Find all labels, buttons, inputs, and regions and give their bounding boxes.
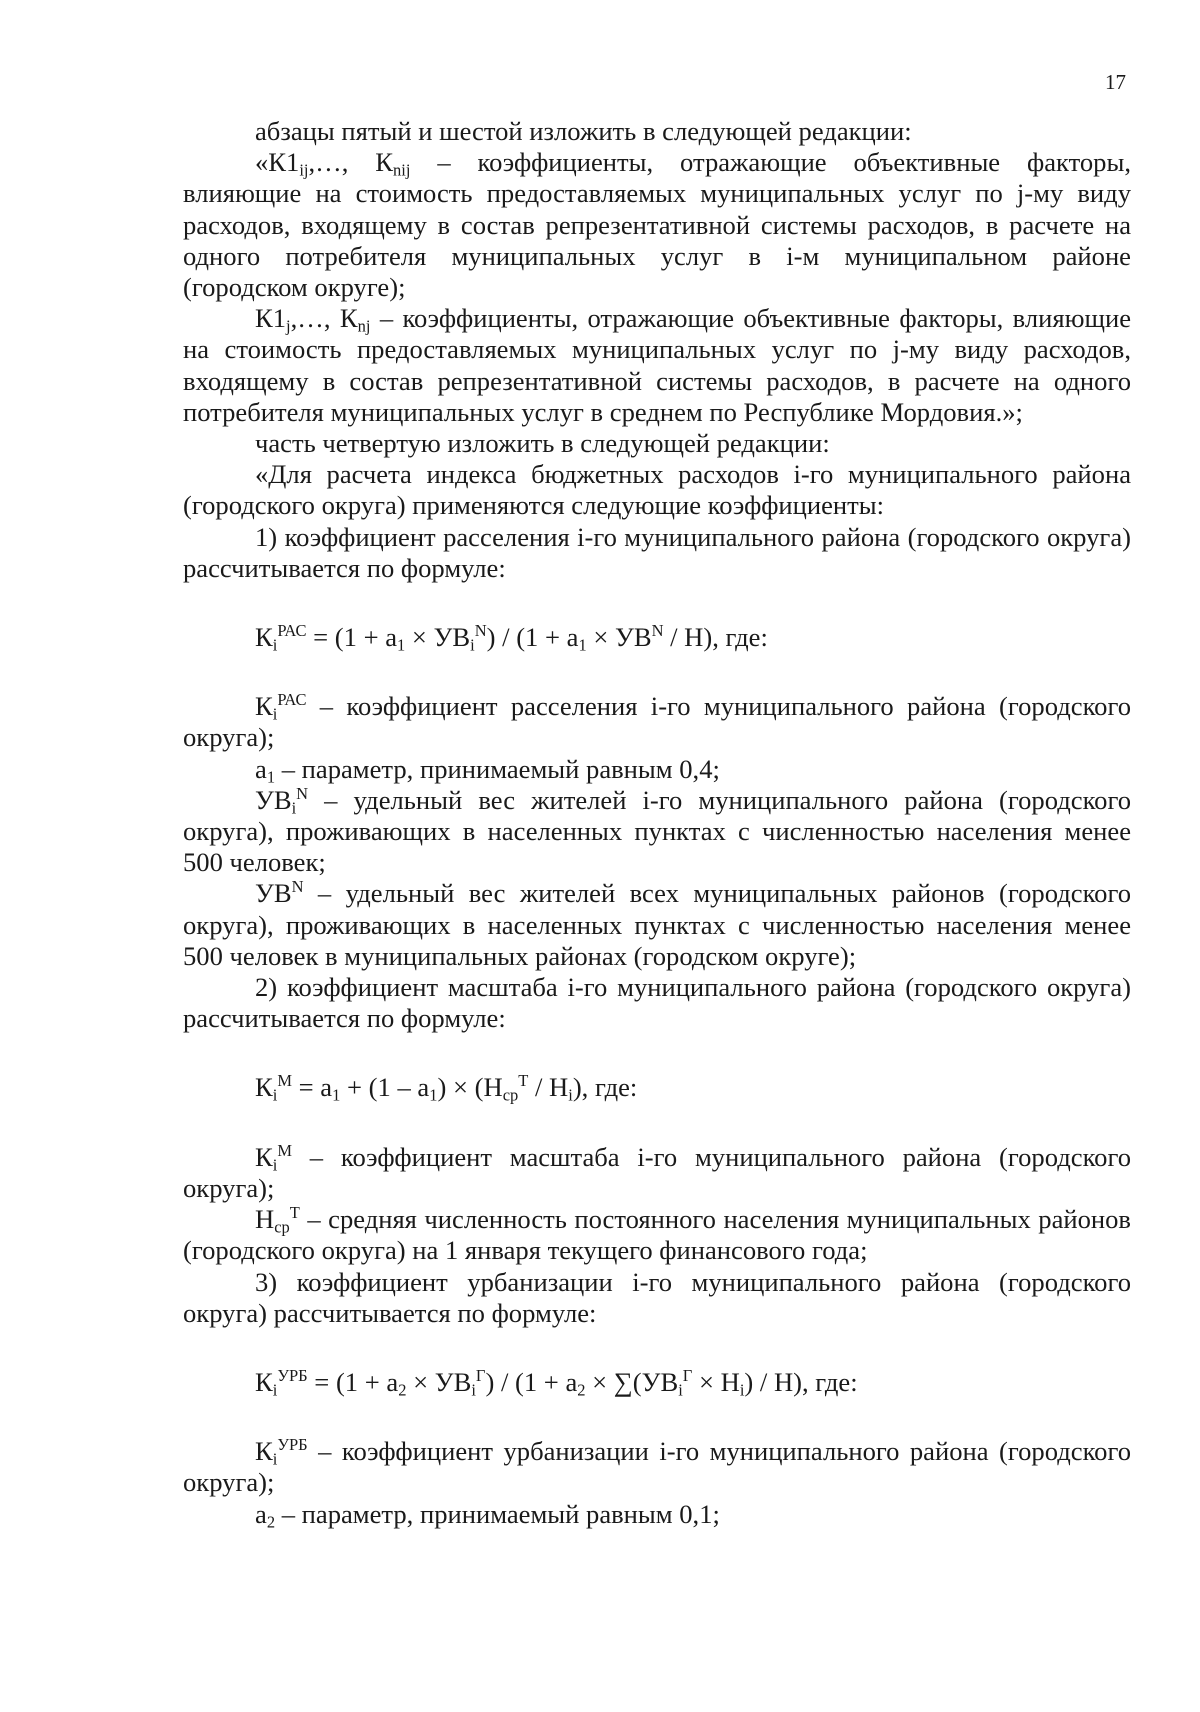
- formula-scale-coefficient: $К_i^М = a_1 + (1 - a_1) \times (Н_{ср}^Т / Н_i)$, где:: [255, 1071, 638, 1106]
- paragraph: 1) коэффициент расселения i-го муниципального района (городского округа) рассчитывается по формуле:: [183, 521, 1131, 583]
- spacer: [183, 1329, 1131, 1367]
- paragraph: $УВ^N$ – удельный вес жителей всех муниципальных районов (городского округа), проживающих в населенных пунктах с численностью населения менее 500 человек в муниципальных районах (городском округе);: [183, 877, 1131, 971]
- paragraph: $К_i^{РАС}$ – коэффициент расселения i-го муниципального района (городского округа);: [183, 690, 1131, 753]
- document-body: [183, 116, 1131, 1530]
- page-number: 17: [1105, 70, 1126, 94]
- formula-settlement-coefficient: $К_i^{РАС} = (1 + a_1 \times УВ_i^N) / (1 + a_1 \times УВ^N / Н)$, где:: [255, 620, 768, 655]
- spacer: [183, 1398, 1131, 1436]
- spacer: [183, 1034, 1131, 1072]
- paragraph: 2) коэффициент масштаба i-го муниципального района (городского округа) рассчитывается по формуле:: [183, 972, 1131, 1034]
- spacer: [183, 584, 1131, 622]
- paragraph: $a_1$ – параметр, принимаемый равным 0,4;: [255, 753, 720, 787]
- paragraph: $К_i^{УРБ}$ – коэффициент урбанизации i-го муниципального района (городского округа);: [183, 1434, 1131, 1498]
- paragraph: часть четвертую изложить в следующей редакции:: [255, 428, 830, 459]
- spacer: [183, 653, 1131, 691]
- paragraph: $УВ_i^N$ – удельный вес жителей i-го муниципального района (городского округа), проживающих в населенных пунктах с численностью населения менее 500 человек;: [183, 783, 1131, 878]
- paragraph: $К1_j,\dots$, $К_{nj}$ – коэффициенты, отражающие объективные факторы, влияющие на стоимость предоставляемых муниципальных услуг по j-му виду расходов, входящему в состав репрезентативной системы расходов, в расчете на одного потребителя муниципальных услуг в среднем по Республике Мордовия.»;: [183, 303, 1132, 427]
- paragraph: 3) коэффициент урбанизации i-го муниципального района (городского округа) рассчитывается по формуле:: [183, 1266, 1131, 1328]
- paragraph: «Для расчета индекса бюджетных расходов i-го муниципального района (городского округа) применяются следующие коэффициенты:: [183, 459, 1131, 521]
- spacer: [183, 1104, 1131, 1142]
- formula-urbanization-coefficient: $К_i^{УРБ} = (1 + a_2 \times УВ_i^Г) / (1 + a_2 \times \sum(УВ_i^Г \times Н_i) / Н)$, где:: [255, 1365, 858, 1400]
- paragraph: $К_i^М$ – коэффициент масштаба i-го муниципального района (городского округа);: [183, 1140, 1131, 1203]
- paragraph: $a_2$ – параметр, принимаемый равным 0,1;: [255, 1498, 720, 1532]
- paragraph: «$К1_{ij},\dots$, $К_{nij}$ – коэффициенты, отражающие объективные факторы, влияющие на стоимость предоставляемых муниципальных услуг по j-му виду расходов, входящему в состав репрезентативной системы расходов, в расчете на одного потребителя муниципальных услуг в i-м муниципальном районе (городском округе);: [183, 147, 1131, 303]
- paragraph: абзацы пятый и шестой изложить в следующей редакции:: [255, 116, 912, 146]
- paragraph: $Н_{ср}^Т$ – средняя численность постоянного населения муниципальных районов (городского округа) на 1 января текущего финансового года;: [183, 1202, 1131, 1266]
